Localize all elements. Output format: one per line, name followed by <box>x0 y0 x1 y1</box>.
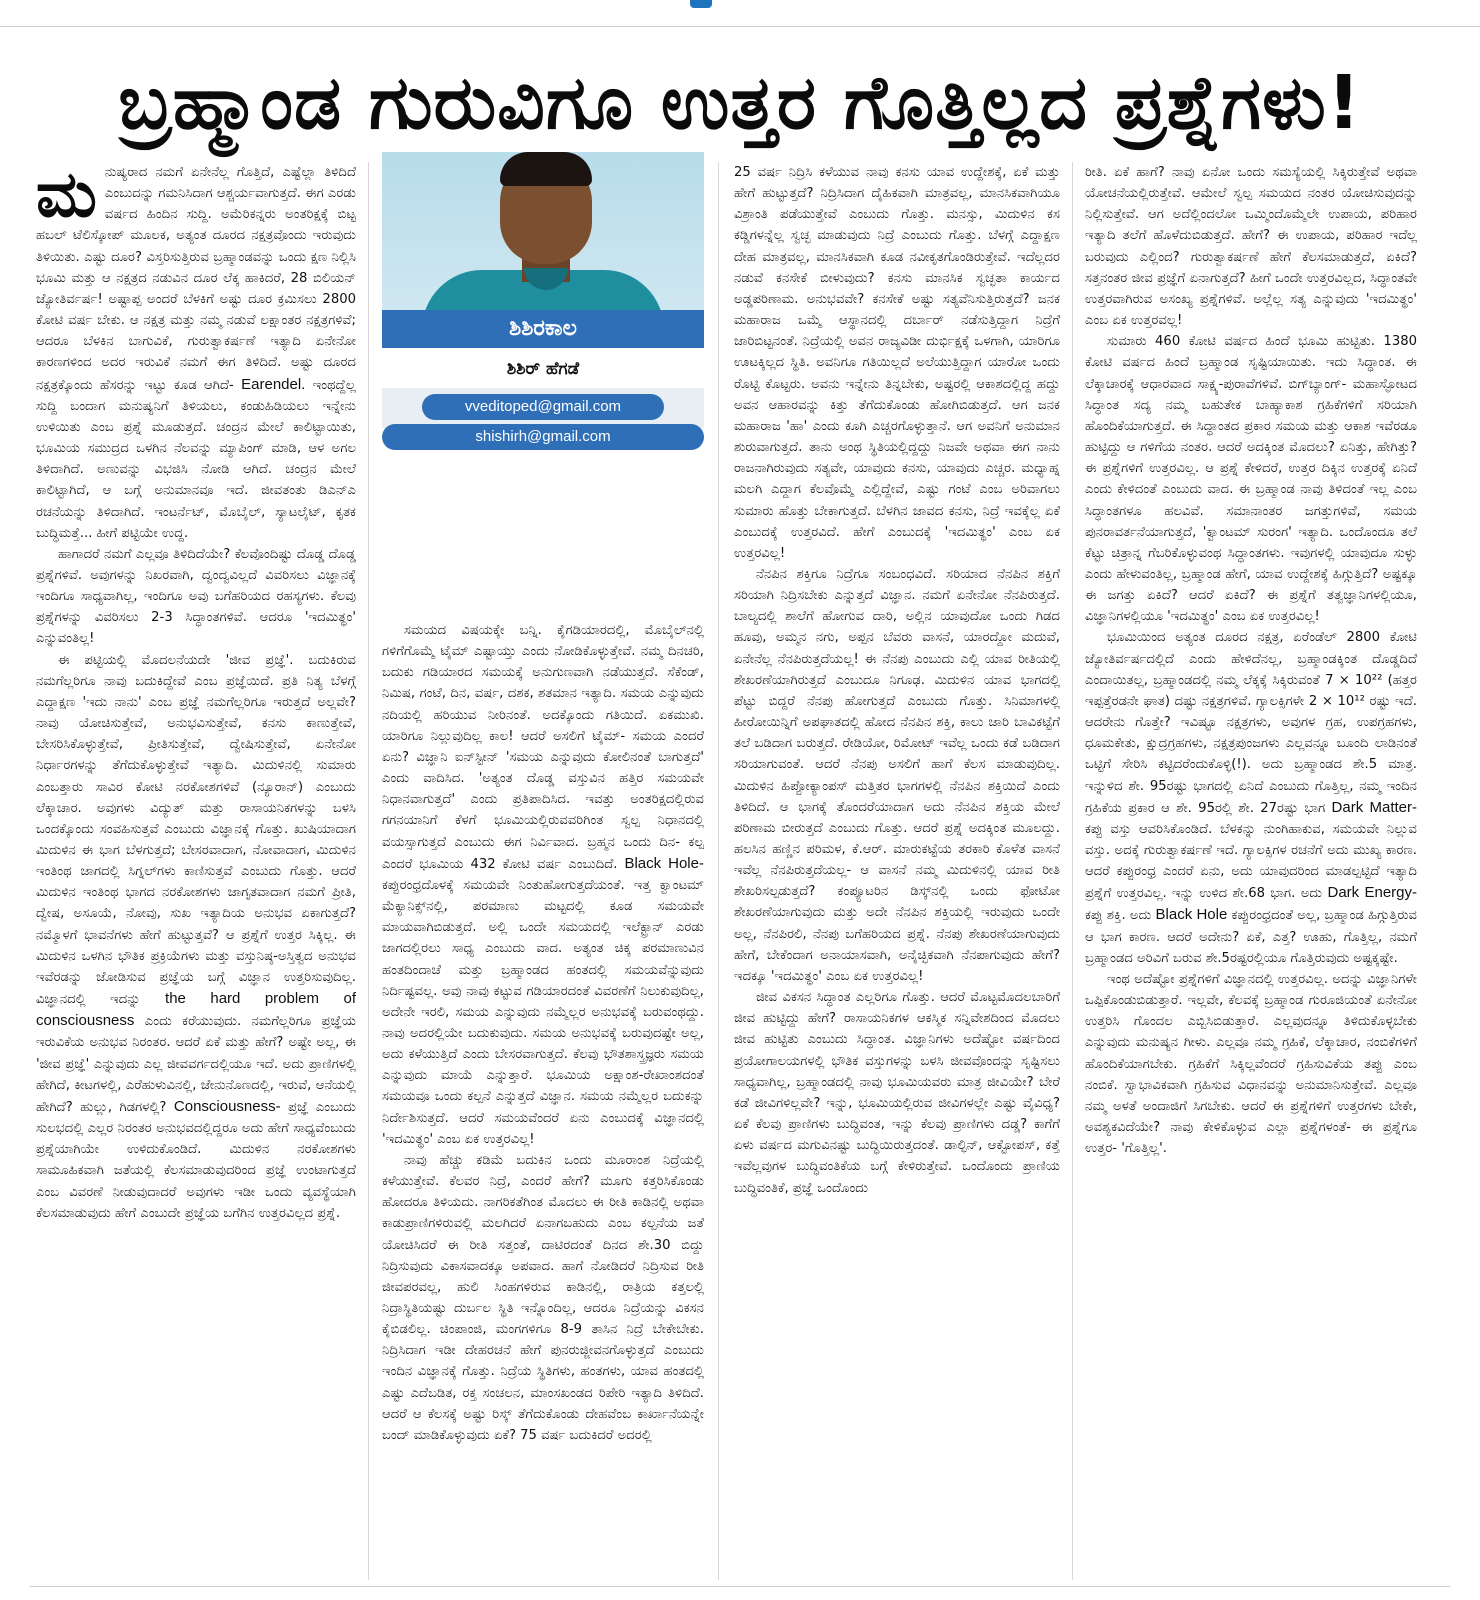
paragraph: ನೆನಪಿನ ಶಕ್ತಿಗೂ ನಿದ್ರೆಗೂ ಸಂಬಂಧವಿದೆ. ಸರಿಯಾದ ನೆನಪಿನ ಶಕ್ತಿಗೆ ಸರಿಯಾಗಿ ನಿದ್ರಿಸಬೇಕು ಎನ್ನುತ್ತದೆ ವಿಜ್ಞಾನ. ನಮಗೆ ಏನೇನೋ ನೆನಪಿರುತ್ತದೆ. ಬಾಲ್ಯದಲ್ಲಿ ಶಾಲೆಗೆ ಹೋಗುವ ದಾರಿ, ಅಲ್ಲಿನ ಯಾವುದೋ ಒಂದು ಗಿಡದ ಹೂವು, ಅಮ್ಮನ ನಗು, ಅಪ್ಪನ ಬೆವರು ವಾಸನೆ, ಯಾರದ್ದೋ ಮದುವೆ, ಏನೇನೆಲ್ಲ ನೆನಪಿರುತ್ತದೆಯಲ್ಲ! ಈ ನೆನಪು ಎಂಬುದು ಎಲ್ಲಿ ಯಾವ ರೀತಿಯಲ್ಲಿ ಶೇಖರಣೆಯಾಗಿರುತ್ತದೆ ಎಂಬುದೂ ನಿಗೂಢ. ಮಿದುಳಿನ ಯಾವ ಭಾಗದಲ್ಲಿ ಪೆಟ್ಟು ಬಿದ್ದರೆ ನೆನಪು ಹೋಗುತ್ತದೆ ಎಂಬುದು ಗೊತ್ತು. ಸಿನಿಮಾಗಳಲ್ಲಿ ಹೀರೋಯಿನ್ನಿಗೆ ಅಪಘಾತದಲ್ಲಿ ಹೋದ ನೆನಪಿನ ಶಕ್ತಿ, ಕಾಲು ಜಾರಿ ಬಾವಿಕಟ್ಟೆಗೆ ತಲೆ ಬಡಿದಾಗ ಬರುತ್ತದೆ. ರೇಡಿಯೋ, ರಿಮೋಟ್ ಇವೆಲ್ಲ ಒಂದು ಕಡೆ ಬಡಿದಾಗ ಸರಿಯಾಗುವಂತೆ. ಆದರೆ ನೆನಪು ಅಸಲಿಗೆ ಹಾಗೆ ಕೆಲಸ ಮಾಡುವುದಿಲ್ಲ. ಮಿದುಳಿನ ಹಿಪ್ಪೋಕ್ಯಾಂಪಸ್ ಮತ್ತಿತರ ಭಾಗಗಳಲ್ಲಿ ನೆನಪಿನ ಶಕ್ತಿಯಿದೆ ಎಂದು ತಿಳಿದಿದೆ. ಆ ಭಾಗಕ್ಕೆ ತೊಂದರೆಯಾದಾಗ ಅದು ನೆನಪಿನ ಶಕ್ತಿಯ ಮೇಲೆ ಪರಿಣಾಮ ಬೀರುತ್ತದೆ ಎಂಬುದು ಗೊತ್ತು. ಆದರೆ ಪ್ರಶ್ನೆ ಅದಕ್ಕಿಂತ ಮೂಲದ್ದು. ಹಲಸಿನ ಹಣ್ಣಿನ ಪರಿಮಳ, ಕೆ.ಆರ್. ಮಾರುಕಟ್ಟೆಯ ತರಕಾರಿ ಕೊಳೆತ ವಾಸನೆ ಇವೆಲ್ಲ ನೆನಪಿರುತ್ತದೆಯಲ್ಲ- ಆ ವಾಸನೆ ನಮ್ಮ ಮಿದುಳಿನಲ್ಲಿ ಯಾವ ರೀತಿ ಶೇಖರಿಸಲ್ಪಡುತ್ತದೆ? ಕಂಪ್ಯೂಟರಿನ ಡಿಸ್ಕ್‌ನಲ್ಲಿ ಒಂದು ಫೋಟೋ ಶೇಖರಣೆಯಾಗುವುದು ಮತ್ತು ಅದೇ ನೆನಪಿನ ಶಕ್ತಿಯಲ್ಲಿ ಇರುವುದು ಒಂದೇ ಅಲ್ಲ, ನೆನಪಿರಲಿ, ನೆನಪು ಬಗೆಹರಿಯದ ಪ್ರಶ್ನೆ. ನೆನಪು ಶೇಖರಣೆಯಾಗುವುದು ಹೇಗೆ, ಬೇಕೆಂದಾಗ ಅನಾಯಾಸವಾಗಿ, ಅನೈಚ್ಛಿಕವಾಗಿ ನೆನಪಾಗುವುದು ಹೇಗೆ? ಇದಕ್ಕೂ 'ಇದಮಿತ್ಥಂ' ಎಂಬ ಏಕ ಉತ್ತರವಿಲ್ಲ! <box>734 566 1060 984</box>
column-divider <box>368 162 369 1580</box>
article-column-1 <box>36 162 356 1580</box>
paragraph: ಜೀವ ವಿಕಸನ ಸಿದ್ಧಾಂತ ಎಲ್ಲರಿಗೂ ಗೊತ್ತು. ಆದರೆ ಮೊಟ್ಟಮೊದಲಬಾರಿಗೆ ಜೀವ ಹುಟ್ಟಿದ್ದು ಹೇಗೆ? ರಾಸಾಯನಿಕಗಳ ಆಕಸ್ಮಿಕ ಸನ್ನಿವೇಶದಿಂದ ಮೊದಲು ಜೀವ ಹುಟ್ಟಿತು ಎಂಬುದು ಸಿದ್ಧಾಂತ. ವಿಜ್ಞಾನಿಗಳು ಅದೆಷ್ಟೋ ವರ್ಷದಿಂದ ಪ್ರಯೋಗಾಲಯಗಳಲ್ಲಿ ಭೌತಿಕ ವಸ್ತುಗಳನ್ನು ಬಳಸಿ ಜೀವವೊಂದನ್ನು ಸೃಷ್ಟಿಸಲು ಸಾಧ್ಯವಾಗಿಲ್ಲ, ಬ್ರಹ್ಮಾಂಡದಲ್ಲಿ ನಾವು ಭೂಮಿಯವರು ಮಾತ್ರ ಜೀವಿಯೇ? ಬೇರೆ ಕಡೆ ಜೀವಿಗಳಿಲ್ಲವೇ? ಇನ್ನು, ಭೂಮಿಯಲ್ಲಿರುವ ಜೀವಿಗಳಲ್ಲೇ ಎಷ್ಟು ವೈವಿಧ್ಯ? ಏಕೆ ಕೆಲವು ಪ್ರಾಣಿಗಳು ಬುದ್ಧಿವಂತ, ಇನ್ನು ಕೆಲವು ಪ್ರಾಣಿಗಳು ದಡ್ಡ? ಕಾಗೆಗೆ ಏಳು ವರ್ಷದ ಮಗುವಿನಷ್ಟು ಬುದ್ಧಿಯಿರುತ್ತದಂತೆ. ಡಾಲ್ಫಿನ್, ಆಕ್ಟೋಪಸ್, ಕತ್ತೆ ಇವೆಲ್ಲವುಗಳ ಬುದ್ಧಿವಂತಿಕೆಯ ಬಗ್ಗೆ ಕೇಳಿರುತ್ತೇವೆ. ಒಂದೊಂದು ಪ್ರಾಣಿಯ ಬುದ್ಧಿವಂತಿಕೆ, ಪ್ರಜ್ಞೆ ಒಂದೊಂದು <box>734 990 1060 1196</box>
paragraph: ಮನುಷ್ಯರಾದ ನಮಗೆ ಏನೇನೆಲ್ಲ ಗೊತ್ತಿದೆ, ಎಷ್ಟೆಲ್ಲಾ ತಿಳಿದಿದೆ ಎಂಬುದನ್ನು ಗಮನಿಸಿದಾಗ ಆಶ್ಚರ್ಯವಾಗುತ್ತದೆ. ಈಗ ಎರಡು ವರ್ಷದ ಹಿಂದಿನ ಸುದ್ದಿ. ಅಮೆರಿಕನ್ನರು ಅಂತರಿಕ್ಷಕ್ಕೆ ಬಿಟ್ಟ ಹಬಲ್ ಟೆಲಿಸ್ಕೋಪ್ ಮೂಲಕ, ಅತ್ಯಂತ ದೂರದ ನಕ್ಷತ್ರವೊಂದು ಇರುವುದು ತಿಳಿಯಿತು. ಎಷ್ಟು ದೂರ? ವಿಸ್ತರಿಸುತ್ತಿರುವ ಬ್ರಹ್ಮಾಂಡವನ್ನು ಒಂದು ಕ್ಷಣ ನಿಲ್ಲಿಸಿ ಭೂಮಿ ಮತ್ತು ಆ ನಕ್ಷತ್ರದ ನಡುವಿನ ದೂರ ಲೆಕ್ಕ ಹಾಕಿದರೆ, 28 ಬಿಲಿಯನ್ ಜ್ಯೋತಿರ್ವರ್ಷ! ಅಷ್ಟಾಪ್ಪ ಅಂದರೆ ಬೆಳಕಿಗೆ ಅಷ್ಟು ದೂರ ಕ್ರಮಿಸಲು 2800 ಕೋಟಿ ವರ್ಷ ಬೇಕು. ಆ ನಕ್ಷತ್ರ ಮತ್ತು ನಮ್ಮ ನಡುವೆ ಲಕ್ಷಾಂತರ ನಕ್ಷತ್ರಗಳಿವೆ; ಆದರೂ ಬೆಳಕಿನ ಬಾಗುವಿಕೆ, ಗುರುತ್ವಾಕರ್ಷಣೆ ಇತ್ಯಾದಿ ಏನೇನೋ ಕಾರಣಗಳಿಂದ ಅದರ ಇರುವಿಕೆ ನಮಗೆ ಈಗ ತಿಳಿದಿದೆ. ಅಷ್ಟು ದೂರದ ನಕ್ಷತ್ರಕ್ಕೊಂದು ಹೆಸರನ್ನು ಇಟ್ಟು ಕೂಡ ಆಗಿದೆ- Earendel. ಇಂಥದ್ದೆಲ್ಲ ಸುದ್ದಿ ಬಂದಾಗ ಮನುಷ್ಯನಿಗೆ ತಿಳಿಯಲು, ಕಂಡುಹಿಡಿಯಲು ಇನ್ನೇನು ಉಳಿಯಿತು ಎಂಬ ಪ್ರಶ್ನೆ ಮೂಡುತ್ತದೆ. ಚಂದ್ರನ ಮೇಲೆ ಕಾಲಿಟ್ಟಾಯಿತು, ಭೂಮಿಯ ಸಮುದ್ರದ ಒಳಗಿನ ನೆಲವನ್ನು ಮ್ಯಾಪಿಂಗ್ ಮಾಡಿ, ಆಳ ಅಗಲ ತಿಳಿದಾಗಿದೆ. ಅಣುವನ್ನು ವಿಭಜಿಸಿ ನೋಡಿ ಆಗಿದೆ. ಚಂದ್ರನ ಮೇಲೆ ಕಾಲಿಟ್ಟಾಗಿದೆ, ಆ ಬಗ್ಗೆ ಅನುಮಾನವೂ ಇದೆ. ಜೀವತಂತು ಡಿಎನ್‌ಎ ರಚನೆಯನ್ನು ತಿಳಿದಾಗಿದೆ. ಇಂಟರ್ನೆಟ್, ಮೊಬೈಲ್, ಸ್ಯಾಟಲೈಟ್, ಕೃತಕ ಬುದ್ಧಿಮತ್ತೆ... ಹೀಗೆ ಪಟ್ಟಿಯೇ ಉದ್ದ. <box>36 162 356 541</box>
email-author: shishirh@gmail.com <box>382 424 704 450</box>
paragraph: ಸಮಯದ ವಿಷಯಕ್ಕೇ ಬನ್ನಿ. ಕೈಗಡಿಯಾರದಲ್ಲಿ, ಮೊಬೈಲ್‌ನಲ್ಲಿ ಗಳಿಗೆಗೊಮ್ಮೆ ಟೈಮ್ ಎಷ್ಟಾಯ್ತು ಎಂದು ನೋಡಿಕೊಳ್ಳುತ್ತೇವೆ. ನಮ್ಮ ದಿನಚರಿ, ಬದುಕು ಗಡಿಯಾರದ ಸಮಯಕ್ಕೆ ಅನುಗುಣವಾಗಿ ನಡೆಯುತ್ತದೆ. ಸೆಕೆಂಡ್, ನಿಮಿಷ, ಗಂಟೆ, ದಿನ, ವರ್ಷ, ದಶಕ, ಶತಮಾನ ಇತ್ಯಾದಿ. ಸಮಯ ಎನ್ನುವುದು ನದಿಯಲ್ಲಿ ಹರಿಯುವ ನೀರಿನಂತೆ. ಅದಕ್ಕೊಂದು ಗತಿಯಿದೆ. ಏಕಮುಖಿ. ಯಾರಿಗೂ ನಿಲ್ಲುವುದಿಲ್ಲ ಕಾಲ! ಆದರೆ ಅಸಲಿಗೆ ಟೈಮ್- ಸಮಯ ಎಂದರೆ ಏನು? ವಿಜ್ಞಾನಿ ಐನ್‌ಸ್ಟೀನ್ 'ಸಮಯ ಎನ್ನುವುದು ಕೋಲಿನಂತೆ ಬಾಗುತ್ತದೆ' ಎಂದು ವಾದಿಸಿದ. 'ಅತ್ಯಂತ ದೊಡ್ಡ ವಸ್ತುವಿನ ಹತ್ತಿರ ಸಮಯವೇ ನಿಧಾನವಾಗುತ್ತದೆ' ಎಂದು ಪ್ರತಿಪಾದಿಸಿದ. ಇವತ್ತು ಅಂತರಿಕ್ಷದಲ್ಲಿರುವ ಗಗನಯಾನಿಗೆ ಕೆಳಗೆ ಭೂಮಿಯಲ್ಲಿರುವವರಿಗಿಂತ ಸ್ವಲ್ಪ ನಿಧಾನದಲ್ಲಿ ವಯಸ್ಸಾಗುತ್ತದೆ ಎಂಬುದು ಈಗ ನಿರ್ವಿವಾದ. ಬ್ರಹ್ಮನ ಒಂದು ದಿನ- ಕಲ್ಪ ಎಂದರೆ ಭೂಮಿಯ 432 ಕೋಟಿ ವರ್ಷ ಎಂಬುದಿದೆ. Black Hole- ಕಪ್ಪುರಂಧ್ರದೊಳಕ್ಕೆ ಸಮಯವೇ ನಿಂತುಹೋಗುತ್ತದೆಯಂತೆ. ಇತ್ತ ಕ್ವಾಂಟಮ್ ಮೆಕ್ಯಾನಿಕ್ಸ್‌ನಲ್ಲಿ, ಪರಮಾಣು ಮಟ್ಟದಲ್ಲಿ ಕೂಡ ಸಮಯವೇ ಮಾಯವಾಗಿಬಿಡುತ್ತದೆ. ಅಲ್ಲಿ ಒಂದೇ ಸಮಯದಲ್ಲಿ ಇಲೆಕ್ಟ್ರಾನ್ ಎರಡು ಜಾಗದಲ್ಲಿರಲು ಸಾಧ್ಯ ಎಂಬುದು ವಾದ. ಅತ್ಯಂತ ಚಿಕ್ಕ ಪರಮಾಣುವಿನ ಹಂತದಿಂದಾಚೆ ಮತ್ತು ಬ್ರಹ್ಮಾಂಡದ ಹಂತದಲ್ಲಿ ಸಮಯವೆನ್ನುವುದು ನಿರ್ದಿಷ್ಟವಲ್ಲ. ಅವು ನಾವು ಕಟ್ಟುವ ಗಡಿಯಾರದಂತೆ ವಿವರಣೆಗೆ ನಿಲುಕುವುದಿಲ್ಲ, ಅದೇನೇ ಇರಲಿ, ಸಮಯ ಎನ್ನುವುದು ನಮ್ಮೆಲ್ಲರ ಅನುಭವಕ್ಕೆ ಬರುವಂಥದ್ದು. ನಾವು ಅದರಲ್ಲಿಯೇ ಬದುಕುವುದು. ಸಮಯ ಅನುಭವಕ್ಕೆ ಬರುವುದಷ್ಟೇ ಅಲ್ಲ, ಅದು ಕಳೆಯುತ್ತಿದೆ ಎಂದು ಬೇಸರವಾಗುತ್ತದೆ. ಕೆಲವು ಭೌತಶಾಸ್ತ್ರಜ್ಞರು ಸಮಯ ಎನ್ನುವುದು ಮಾಯೆ ಎನ್ನುತ್ತಾರೆ. ಭೂಮಿಯ ಅಕ್ಷಾಂಶ-ರೇಖಾಂಶದಂತೆ ಸಮಯವೂ ಒಂದು ಕಲ್ಪನೆ ಎನ್ನುತ್ತದೆ ವಿಜ್ಞಾನ. ಸಮಯ ನಮ್ಮೆಲ್ಲರ ಬದುಕನ್ನು ನಿರ್ದೇಶಿಸುತ್ತದೆ. ಆದರೆ ಸಮಯವೆಂದರೆ ಏನು ಎಂಬುದಕ್ಕೆ ವಿಜ್ಞಾನದಲ್ಲಿ 'ಇದಮಿತ್ಥಂ' ಎಂಬ ಏಕ ಉತ್ತರವಿಲ್ಲ! <box>382 623 704 1147</box>
masthead-fragment <box>690 0 712 8</box>
paragraph: 25 ವರ್ಷ ನಿದ್ರಿಸಿ ಕಳೆಯುವ ನಾವು ಕನಸು ಯಾವ ಉದ್ದೇಶಕ್ಕೆ, ಏಕೆ ಮತ್ತು ಹೇಗೆ ಹುಟ್ಟುತ್ತದೆ? ನಿದ್ರಿಸಿದಾಗ ದೈಹಿಕವಾಗಿ ಮಾತ್ರವಲ್ಲ, ಮಾನಸಿಕವಾಗಿಯೂ ವಿಶ್ರಾಂತಿ ಪಡೆಯುತ್ತೇವೆ ಎಂಬುದು ಗೊತ್ತು. ಮನಸ್ಸು, ಮಿದುಳಿನ ಕಸ ಕಡ್ಡಿಗಳನ್ನೆಲ್ಲ ಸ್ವಚ್ಛ ಮಾಡುವುದು ನಿದ್ರೆ ಎಂಬುದು ಗೊತ್ತು. ಬೆಳಗ್ಗೆ ಎದ್ದಾಕ್ಷಣ ದೇಹ ಮಾತ್ರವಲ್ಲ, ಮಾನಸಿಕವಾಗಿ ಕೂಡ ನವೀಕೃತಗೊಂಡಿರುತ್ತೇವೆ. ಇದೆಲ್ಲದರ ನಡುವೆ ಕನಸೇಕೆ ಬೀಳುವುದು? ಕನಸು ಮಾನಸಿಕ ಸ್ವಚ್ಛತಾ ಕಾರ್ಯದ ಅಡ್ಡಪರಿಣಾಮ. ಅನುಭವವೇ? ಕನಸೇಕೆ ಅಷ್ಟು ಸತ್ಯವೆನಿಸುತ್ತಿರುತ್ತದೆ? ಜನಕ ಮಹಾರಾಜ ಒಮ್ಮೆ ಆಸ್ಥಾನದಲ್ಲಿ ದರ್ಬಾರ್ ನಡೆಸುತ್ತಿದ್ದಾಗ ನಿದ್ರೆಗೆ ಜಾರಿಬಿಟ್ಟನಂತೆ. ನಿದ್ರೆಯಲ್ಲಿ ಅವನ ರಾಜ್ಯವಿಡೀ ದುರ್ಭಿಕ್ಷಕ್ಕೆ ಒಳಗಾಗಿ, ಯಾರಿಗೂ ಊಟಕ್ಕಿಲ್ಲದ ಸ್ಥಿತಿ. ಅವನಿಗೂ ಗತಿಯಿಲ್ಲದೆ ಅಲೆಯುತ್ತಿದ್ದಾಗ ಯಾರೋ ಒಂದು ರೊಟ್ಟಿ ಕೊಟ್ಟರು. ಅವನು ಇನ್ನೇನು ತಿನ್ನಬೇಕು, ಅಷ್ಟರಲ್ಲಿ ಆಕಾಶದಲ್ಲಿದ್ದ ಹದ್ದು ಅವನ ಆಹಾರವನ್ನು ಕಿತ್ತು ತೆಗೆದುಕೊಂಡು ಹೋಗಿಬಿಡುತ್ತದೆ. ಆಗ ಜನಕ ಮಹಾರಾಜ 'ಹಾ' ಎಂದು ಕೂಗಿ ಎಚ್ಚರಗೊಳ್ಳುತ್ತಾನೆ. ಆಗ ಅವನಿಗೆ ಅನುಮಾನ ಶುರುವಾಗುತ್ತದೆ. ತಾನು ಅಂಥ ಸ್ಥಿತಿಯಲ್ಲಿದ್ದದ್ದು ನಿಜವೇ ಅಥವಾ ಈಗ ನಾನು ರಾಜನಾಗಿರುವುದು ಸತ್ಯವೇ, ಯಾವುದು ಕನಸು, ಯಾವುದು ಎಚ್ಚರ. ಮಧ್ಯಾಹ್ನ ಮಲಗಿ ಎದ್ದಾಗ ಕೆಲವೊಮ್ಮೆ ಎಲ್ಲಿದ್ದೇವೆ, ಎಷ್ಟು ಗಂಟೆ ಎಂಬ ಅರಿವಾಗಲು ಸುಮಾರು ಹೊತ್ತು ಬೇಕಾಗುತ್ತದೆ. ಬೆಳಗಿನ ಜಾವದ ಕನಸು, ನಿದ್ರೆ ಇವಕ್ಕೆಲ್ಲ ಏಕೆ ಎಂಬುದಕ್ಕೆ ಉತ್ತರವಿದೆ. ಹೇಗೆ ಎಂಬುದಕ್ಕೆ 'ಇದಮಿತ್ಥಂ' ಎಂಬ ಏಕ ಉತ್ತರವಿಲ್ಲ! <box>734 165 1060 561</box>
columnist-box <box>382 152 704 612</box>
bottom-rule <box>30 1586 1450 1587</box>
column-divider <box>1072 162 1073 1580</box>
top-edge <box>0 0 1480 27</box>
email-editorial: vveditoped@gmail.com <box>422 394 664 420</box>
author-name: ಶಿಶಿರ್ ಹೆಗಡೆ <box>382 352 704 386</box>
article-column-3 <box>734 162 1060 1580</box>
columnist-photo <box>382 152 704 310</box>
article-column-2 <box>382 620 704 1580</box>
column-divider <box>718 162 719 1580</box>
column-name: ಶಿಶಿರಕಾಲ <box>509 316 577 341</box>
paragraph: ಇಂಥ ಅದೆಷ್ಟೋ ಪ್ರಶ್ನೆಗಳಿಗೆ ವಿಜ್ಞಾನದಲ್ಲಿ ಉತ್ತರವಿಲ್ಲ. ಅದನ್ನು ವಿಜ್ಞಾನಿಗಳೇ ಒಪ್ಪಿಕೊಂಡುಬಿಡುತ್ತಾರೆ. ಇಲ್ಲವೇ, ಕೆಲವಕ್ಕೆ ಬ್ರಹ್ಮಾಂಡ ಗುರೂಜಿಯಂತೆ ಏನೇನೋ ಉತ್ತರಿಸಿ ಗೊಂದಲ ಎಬ್ಬಿಸಿಬಿಡುತ್ತಾರೆ. ಎಲ್ಲವುದನ್ನೂ ತಿಳಿದುಕೊಳ್ಳಬೇಕು ಎನ್ನುವುದು ಮನುಷ್ಯನ ಗೀಳು. ಎಲ್ಲವೂ ನಮ್ಮ ಗ್ರಹಿಕೆ, ಲೆಕ್ಕಾಚಾರ, ನಂಬಿಕೆಗಳಿಗೆ ಹೊಂದಿಕೆಯಾಗಬೇಕು. ಗ್ರಹಿಕೆಗೆ ಸಿಕ್ಕಿಲ್ಲವೆಂದರೆ ಗ್ರಹಿಸುವಿಕೆಯ ತಪ್ಪು ಎಂಬ ನಂಬಿಕೆ. ಸ್ವಾಭಾವಿಕವಾಗಿ ಗ್ರಹಿಸುವ ವಿಧಾನವನ್ನು ಅನುಮಾನಿಸುತ್ತೇವೆ. ಎಲ್ಲವೂ ನಮ್ಮ ಅಳತೆ ಅಂದಾಜಿಗೆ ಸಿಗಬೇಕು. ಆದರೆ ಈ ಪ್ರಶ್ನೆಗಳಿಗೆ ಉತ್ತರಗಳು ಬೇಕೇ, ಅವಶ್ಯಕವಿದೆಯೇ? ನಾವು ಕೇಳಿಕೊಳ್ಳುವ ಎಲ್ಲಾ ಪ್ರಶ್ನೆಗಳಂತೆ- ಈ ಪ್ರಶ್ನೆಗೂ ಉತ್ತರ- 'ಗೊತ್ತಿಲ್ಲ'. <box>1085 971 1417 1157</box>
photo-hair <box>500 152 592 186</box>
dropcap: ಮ <box>36 162 97 232</box>
article-column-4 <box>1085 162 1417 1580</box>
paragraph: ರೀತಿ. ಏಕೆ ಹಾಗೆ? ನಾವು ಏನೋ ಒಂದು ಸಮಸ್ಯೆಯಲ್ಲಿ ಸಿಕ್ಕಿರುತ್ತೇವೆ ಅಥವಾ ಯೋಚನೆಯಲ್ಲಿರುತ್ತೇವೆ. ಆಮೇಲೆ ಸ್ವಲ್ಪ ಸಮಯದ ನಂತರ ಯೋಚಿಸುವುದನ್ನು ನಿಲ್ಲಿಸುತ್ತೇವೆ. ಆಗ ಅದೆಲ್ಲಿಂದಲೋ ಒಮ್ಮಿಂದೊಮ್ಮೆಲೇ ಉಪಾಯ, ಪರಿಹಾರ ಇತ್ಯಾದಿ ತಲೆಗೆ ಹೊಳೆದುಬಿಡುತ್ತದೆ. ಹೇಗೆ? ಈ ಉಪಾಯ, ಪರಿಹಾರ ಇದೆಲ್ಲ ಬರುವುದು ಎಲ್ಲಿಂದ? ಗುರುತ್ವಾಕರ್ಷಣೆ ಹೇಗೆ ಕೆಲಸಮಾಡುತ್ತದೆ, ಏಕಿದೆ? ಸತ್ತನಂತರ ಜೀವ ಪ್ರಜ್ಞೆಗೆ ಏನಾಗುತ್ತದೆ? ಹೀಗೆ ಒಂದೇ ಉತ್ತರವಿಲ್ಲದ, ಸಿದ್ಧಾಂತವೇ ಉತ್ತರವಾಗಿರುವ ಅಸಂಖ್ಯ ಪ್ರಶ್ನೆಗಳಿವೆ. ಅಲ್ಲೆಲ್ಲ ಸತ್ಯ ಎನ್ನುವುದು 'ಇದಮಿತ್ಥಂ' ಎಂಬ ಏಕ ಉತ್ತರವಲ್ಲ! <box>1085 165 1417 329</box>
paragraph: ಹಾಗಾದರೆ ನಮಗೆ ಎಲ್ಲವೂ ತಿಳಿದಿದೆಯೇ? ಕೆಲವೊಂದಿಷ್ಟು ದೊಡ್ಡ ದೊಡ್ಡ ಪ್ರಶ್ನೆಗಳಿವೆ. ಅವುಗಳನ್ನು ನಿಖರವಾಗಿ, ದ್ವಂದ್ವವಿಲ್ಲದೆ ವಿವರಿಸಲು ವಿಜ್ಞಾನಕ್ಕೆ ಇಂದಿಗೂ ಸಾಧ್ಯವಾಗಿಲ್ಲ, ಇಂದಿಗೂ ಅವು ಬಗೆಹರಿಯದ ರಹಸ್ಯಗಳು. ಕೆಲವು ಪ್ರಶ್ನೆಗಳನ್ನು ವಿವರಿಸಲು 2-3 ಸಿದ್ಧಾಂತಗಳಿವೆ. ಆದರೂ 'ಇದಮಿತ್ಥಂ' ಎನ್ನುವಂತಿಲ್ಲ! <box>36 546 356 647</box>
headline: ಬ್ರಹ್ಮಾಂಡ ಗುರುವಿಗೂ ಉತ್ತರ ಗೊತ್ತಿಲ್ಲದ ಪ್ರಶ್ನೆಗಳು! <box>118 60 1362 146</box>
paragraph: ಈ ಪಟ್ಟಿಯಲ್ಲಿ ಮೊದಲನೆಯದೇ 'ಜೀವ ಪ್ರಜ್ಞೆ'. ಬದುಕಿರುವ ನಮಗೆಲ್ಲರಿಗೂ ನಾವು ಬದುಕಿದ್ದೇವೆ ಎಂಬ ಪ್ರಜ್ಞೆಯಿದೆ. ಪ್ರತಿ ನಿತ್ಯ ಬೆಳಗ್ಗೆ ಎದ್ದಾಕ್ಷಣ 'ಇದು ನಾನು' ಎಂಬ ಪ್ರಜ್ಞೆ ನಮಗೆಲ್ಲರಿಗೂ ಇರುತ್ತದೆ ಅಲ್ಲವೇ? ನಾವು ಯೋಚಿಸುತ್ತೇವೆ, ಅನುಭವಿಸುತ್ತೇವೆ, ಕನಸು ಕಾಣುತ್ತೇವೆ, ಬೇಸರಿಸಿಕೊಳ್ಳುತ್ತೇವೆ, ಪ್ರೀತಿಸುತ್ತೇವೆ, ದ್ವೇಷಿಸುತ್ತೇವೆ, ಏನೇನೋ ನಿರ್ಧಾರಗಳನ್ನು ತೆಗೆದುಕೊಳ್ಳುತ್ತೇವೆ ಇತ್ಯಾದಿ. ಮಿದುಳಿನಲ್ಲಿ ಸುಮಾರು ಎಂಬತ್ತಾರು ಸಾವಿರ ಕೋಟಿ ನರಕೋಶಗಳಿವೆ (ನ್ಯೂರಾನ್) ಎಂಬುದು ಲೆಕ್ಕಾಚಾರ. ಅವುಗಳು ವಿದ್ಯುತ್ ಮತ್ತು ರಾಸಾಯನಿಕಗಳನ್ನು ಬಳಸಿ ಒಂದಕ್ಕೊಂದು ಸಂವಹಿಸುತ್ತವೆ ಎಂಬುದು ವಿಜ್ಞಾನಕ್ಕೆ ಗೊತ್ತು. ಖುಷಿಯಾದಾಗ ಮಿದುಳಿನ ಈ ಭಾಗ ಬೆಳಗುತ್ತದೆ; ಬೇಸರವಾದಾಗ, ನೋವಾದಾಗ, ಮಿದುಳಿನ ಇಂತಿಂಥ ಜಾಗದಲ್ಲಿ ಸಿಗ್ನಲ್‌ಗಳು ಕಾಣಿಸುತ್ತವೆ ಎಂಬುದು ಗೊತ್ತು. ಆದರೆ ಮಿದುಳಿನ ಇಂತಿಂಥ ಭಾಗದ ನರಕೋಶಗಳು ಜಾಗೃತವಾದಾಗ ನಮಗೆ ಪ್ರೀತಿ, ದ್ವೇಷ, ಅಸೂಯೆ, ನೋವು, ಸುಖ ಇತ್ಯಾದಿಯ ಅನುಭವ ಏಕಾಗುತ್ತದೆ? ನಮ್ಮೊಳಗೆ ಭಾವನೆಗಳು ಹೇಗೆ ಹುಟ್ಟುತ್ತವೆ? ಆ ಪ್ರಶ್ನೆಗೆ ಉತ್ತರ ಸಿಕ್ಕಿಲ್ಲ. ಈ ಮಿದುಳಿನ ಒಳಗಿನ ಭೌತಿಕ ಪ್ರಕ್ರಿಯೆಗಳು ಮತ್ತು ವಸ್ತುನಿಷ್ಠ-ಅಸ್ತಿತ್ವದ ಅನುಭವ ಇವೆರಡನ್ನು ಜೋಡಿಸುವ ಪ್ರಜ್ಞೆಯ ಬಗ್ಗೆ ವಿಜ್ಞಾನ ಉತ್ತರಿಸುವುದಿಲ್ಲ. ವಿಜ್ಞಾನದಲ್ಲಿ ಇದನ್ನು the hard problem of consciousness ಎಂದು ಕರೆಯುವುದು. ನಮಗೆಲ್ಲರಿಗೂ ಪ್ರಜ್ಞೆಯ ಇರುವಿಕೆಯ ಅನುಭವ ನಿರಂತರ. ಆದರೆ ಏಕೆ ಮತ್ತು ಹೇಗೆ? ಅಷ್ಟೇ ಅಲ್ಲ, ಈ 'ಜೀವ ಪ್ರಜ್ಞೆ' ಎನ್ನುವುದು ಎಲ್ಲ ಜೀವವರ್ಗದಲ್ಲಿಯೂ ಇದೆ. ಅದು ಪ್ರಾಣಿಗಳಲ್ಲಿ ಹೇಗಿದೆ, ಕೀಟಗಳಲ್ಲಿ, ಎರೆಹುಳುವಿನಲ್ಲಿ, ಜೇನುನೊಣದಲ್ಲಿ, ಇರುವೆ, ಆನೆಯಲ್ಲಿ ಹೇಗಿದೆ? ಹುಲ್ಲು, ಗಿಡಗಳಲ್ಲಿ? Consciousness- ಪ್ರಜ್ಞೆ ಎಂಬುದು ಸುಲಭದಲ್ಲಿ ಎಲ್ಲರ ನಿರಂತರ ಅನುಭವದಲ್ಲಿದ್ದರೂ ಅದು ಹೇಗೆ ಸಾಧ್ಯವೆಂಬುದು ಪ್ರಶ್ನೆಯಾಗಿಯೇ ಉಳಿದುಕೊಂಡಿದೆ. ಮಿದುಳಿನ ನರಕೋಶಗಳು ಸಾಮೂಹಿಕವಾಗಿ ಜತೆಯಲ್ಲಿ ಕೆಲಸಮಾಡುವುದರಿಂದ ಪ್ರಜ್ಞೆ ಉಂಟಾಗುತ್ತದೆ ಎಂಬ ವಿವರಣೆ ನೀಡುವುದಾದರೆ ಅವುಗಳು ಇಡೀ ಒಂದು ವ್ಯವಸ್ಥೆಯಾಗಿ ಕೆಲಸಮಾಡುವುದು ಹೇಗೆ ಎಂಬುದೇ ಪ್ರಜ್ಞೆಯ ಬಗೆಗಿನ ಉತ್ತರವಿಲ್ಲದ ಪ್ರಶ್ನೆ. <box>36 652 356 1221</box>
paragraph: ಸುಮಾರು 460 ಕೋಟಿ ವರ್ಷದ ಹಿಂದೆ ಭೂಮಿ ಹುಟ್ಟಿತು. 1380 ಕೋಟಿ ವರ್ಷದ ಹಿಂದೆ ಬ್ರಹ್ಮಾಂಡ ಸೃಷ್ಟಿಯಾಯಿತು. ಇದು ಸಿದ್ಧಾಂತ. ಈ ಲೆಕ್ಕಾಚಾರಕ್ಕೆ ಆಧಾರವಾದ ಸಾಕ್ಷ್ಯ-ಪುರಾವೆಗಳಿವೆ. ಬಿಗ್‌ಬ್ಯಾಂಗ್- ಮಹಾಸ್ಫೋಟದ ಸಿದ್ಧಾಂತ ಸದ್ಯ ನಮ್ಮ ಬಹುತೇಕ ಬಾಹ್ಯಾಕಾಶ ಗ್ರಹಿಕೆಗಳಿಗೆ ಸರಿಯಾಗಿ ಹೊಂದಿಕೆಯಾಗುತ್ತದೆ. ಈ ಸಿದ್ಧಾಂತದ ಪ್ರಕಾರ ಸಮಯ ಮತ್ತು ಆಕಾಶ ಇವೆರಡೂ ಹುಟ್ಟಿದ್ದು ಆ ಗಳಿಗೆಯ ನಂತರ. ಆದರೆ ಅದಕ್ಕಿಂತ ಮೊದಲು? ಏನಿತ್ತು, ಹೇಗಿತ್ತು? ಈ ಪ್ರಶ್ನೆಗಳಿಗೆ ಉತ್ತರವಿಲ್ಲ. ಆ ಪ್ರಶ್ನೆ ಕೇಳಿದರೆ, ಉತ್ತರ ದಿಕ್ಕಿನ ಉತ್ತರಕ್ಕೆ ಏನಿದೆ ಎಂದು ಕೇಳಿದಂತೆ ಎಂಬುದು ವಾದ. ಈ ಬ್ರಹ್ಮಾಂಡ ನಾವು ತಿಳಿದಂತೆ ಇಲ್ಲ ಎಂಬ ಸಿದ್ಧಾಂತಗಳೂ ಹಲವಿವೆ. ಸಮಾನಾಂತರ ಜಗತ್ತುಗಳಿವೆ, ಸಮಯ ಪುನರಾವರ್ತನೆಯಾಗುತ್ತದೆ, 'ಕ್ವಾಂಟಮ್ ಸುರಂಗ' ಇತ್ಯಾದಿ. ಒಂದೊಂದೂ ತಲೆ ಕೆಟ್ಟು ಚಿತ್ರಾನ್ನ ಗೆಬರಿಕೊಳ್ಳುವಂಥ ಸಿದ್ಧಾಂತಗಳು. ಇವುಗಳಲ್ಲಿ ಯಾವುದೂ ಸುಳ್ಳು ಎಂದು ಹೇಳುವಂತಿಲ್ಲ, ಬ್ರಹ್ಮಾಂಡ ಹೇಗೆ, ಯಾವ ಉದ್ದೇಶಕ್ಕೆ ಹಿಗ್ಗುತ್ತಿದೆ? ಅಷ್ಟಕ್ಕೂ ಈ ಜಗತ್ತು ಏಕಿದೆ? ಆದರೆ ಏಕಿದೆ? ಈ ಪ್ರಶ್ನೆಗೆ ತತ್ವಜ್ಞಾನಿಗಳಲ್ಲಿಯೂ, ವಿಜ್ಞಾನಿಗಳಲ್ಲಿಯೂ 'ಇದಮಿತ್ಥಂ' ಎಂಬ ಏಕ ಉತ್ತರವಿಲ್ಲ! <box>1085 334 1417 625</box>
paragraph: ಭೂಮಿಯಿಂದ ಅತ್ಯಂತ ದೂರದ ನಕ್ಷತ್ರ, ಏರೆಂಡೆಲ್ 2800 ಕೋಟಿ ಜ್ಯೋತಿರ್ವರ್ಷದಲ್ಲಿದೆ ಎಂದು ಹೇಳಿದೆನಲ್ಲ, ಬ್ರಹ್ಮಾಂಡಕ್ಕಿಂತ ದೊಡ್ಡದಿದೆ ಎಂದಾಯಿತಲ್ಲ, ಬ್ರಹ್ಮಾಂಡದಲ್ಲಿ ನಮ್ಮ ಲೆಕ್ಕಕ್ಕೆ ಸಿಕ್ಕಿರುವಂತೆ 7 × 10²² (ಹತ್ತರ ಇಪ್ಪತ್ತೆರಡನೇ ಘಾತ) ದಷ್ಟು ನಕ್ಷತ್ರಗಳಿವೆ. ಗ್ಯಾಲಕ್ಸಿಗಳೇ 2 × 10¹² ರಷ್ಟು ಇದೆ. ಆದರೇನು ಗೊತ್ತೇ? ಇವಿಷ್ಟೂ ನಕ್ಷತ್ರಗಳು, ಅವುಗಳ ಗ್ರಹ, ಉಪಗ್ರಹಗಳು, ಧೂಮಕೇತು, ಕ್ಷುದ್ರಗ್ರಹಗಳು, ನಕ್ಷತ್ರಪುಂಜಗಳು ಎಲ್ಲವನ್ನೂ ಬೂಂದಿ ಲಾಡಿನಂತೆ ಒಟ್ಟಿಗೆ ಸೇರಿಸಿ ಕಟ್ಟಿದರೆಂದುಕೊಳ್ಳಿ(!). ಅದು ಬ್ರಹ್ಮಾಂಡದ ಶೇ.5 ಮಾತ್ರ. ಇನ್ನುಳಿದ ಶೇ. 95ರಷ್ಟು ಭಾಗದಲ್ಲಿ ಏನಿದೆ ಎಂಬುದು ಗೊತ್ತಿಲ್ಲ, ನಮ್ಮ ಇಂದಿನ ಗ್ರಹಿಕೆಯ ಪ್ರಕಾರ ಆ ಶೇ. 95ರಲ್ಲಿ ಶೇ. 27ರಷ್ಟು ಭಾಗ Dark Matter- ಕಪ್ಪು ವಸ್ತು ಆವರಿಸಿಕೊಂಡಿದೆ. ಬೆಳಕನ್ನು ನುಂಗಿಹಾಕುವ, ಸಮಯವೇ ನಿಲ್ಲುವ ವಸ್ತು. ಅದಕ್ಕೆ ಗುರುತ್ವಾಕರ್ಷಣೆ ಇದೆ. ಗ್ಯಾಲಕ್ಸಿಗಳ ರಚನೆಗೆ ಅದು ಮುಖ್ಯ ಕಾರಣ. ಆದರೆ ಕಪ್ಪುರಂಧ್ರ ಎಂದರೆ ಏನು, ಅದು ಯಾವುದರಿಂದ ಮಾಡಲ್ಪಟ್ಟಿದೆ ಇತ್ಯಾದಿ ಪ್ರಶ್ನೆಗೆ ಉತ್ತರವಿಲ್ಲ. ಇನ್ನು ಉಳಿದ ಶೇ.68 ಭಾಗ. ಅದು Dark Energy- ಕಪ್ಪು ಶಕ್ತಿ. ಅದು Black Hole ಕಪ್ಪುರಂಧ್ರದಂತೆ ಅಲ್ಲ, ಬ್ರಹ್ಮಾಂಡ ಹಿಗ್ಗುತ್ತಿರುವ ಆ ಭಾಗ ಕಾರಣ. ಆದರೆ ಅದೇನು? ಏಕೆ, ಎತ್ತ? ಊಹು, ಗೊತ್ತಿಲ್ಲ, ನಮಗೆ ಬ್ರಹ್ಮಾಂಡದ ಅರಿವಿಗೆ ಬರುವ ಶೇ.5ರಷ್ಟರಲ್ಲಿಯೂ ಗೊತ್ತಿರುವುದು ಅಷ್ಟಕ್ಕಷ್ಟೇ. <box>1085 630 1417 966</box>
paragraph: ನಾವು ಹೆಚ್ಚು ಕಡಿಮೆ ಬದುಕಿನ ಒಂದು ಮೂರಾಂಶ ನಿದ್ರೆಯಲ್ಲಿ ಕಳೆಯುತ್ತೇವೆ. ಕೆಲವರ ನಿದ್ರೆ, ಎಂದರೆ ಹೇಗೆ? ಮೂಗು ಕತ್ತರಿಸಿಕೊಂಡು ಹೋದರೂ ತಿಳಿಯದು. ನಾಗರಿಕತೆಗಿಂತ ಮೊದಲು ಈ ರೀತಿ ಕಾಡಿನಲ್ಲಿ ಅಥವಾ ಕಾಡುಪ್ರಾಣಿಗಳಿರುವಲ್ಲಿ ಮಲಗಿದರೆ ಏನಾಗಬಹುದು ಎಂಬ ಕಲ್ಪನೆಯ ಜತೆ ಯೋಚಿಸಿದರೆ ಈ ರೀತಿ ಸತ್ತಂತೆ, ದಾಟಿರದಂತೆ ದಿನದ ಶೇ.30 ಬಿದ್ದು ನಿದ್ರಿಸುವುದು ವಿಕಾಸವಾದಕ್ಕೂ ಅಪವಾದ. ಹಾಗೆ ನೋಡಿದರೆ ನಿದ್ರಿಸುವ ರೀತಿ ಜೀವಪರವಲ್ಲ, ಹುಲಿ ಸಿಂಹಗಳಿರುವ ಕಾಡಿನಲ್ಲಿ, ರಾತ್ರಿಯ ಕತ್ತಲಲ್ಲಿ ನಿದ್ರಾಸ್ಥಿತಿಯಷ್ಟು ದುರ್ಬಲ ಸ್ಥಿತಿ ಇನ್ನೊಂದಿಲ್ಲ, ಆದರೂ ನಿದ್ರೆಯನ್ನು ವಿಕಸನ ಕೈಬಿಡಲಿಲ್ಲ. ಚಿಂಪಾಂಜಿ, ಮಂಗಗಳಿಗೂ 8-9 ತಾಸಿನ ನಿದ್ರೆ ಬೇಕೇಬೇಕು. ನಿದ್ರಿಸಿದಾಗ ಇಡೀ ದೇಹರಚನೆ ಹೇಗೆ ಪುನರುಜ್ಜೀವನಗೊಳ್ಳುತ್ತದೆ ಎಂಬುದು ಇಂದಿನ ವಿಜ್ಞಾನಕ್ಕೆ ಗೊತ್ತು. ನಿದ್ರೆಯ ಸ್ಥಿತಿಗಳು, ಹಂತಗಳು, ಯಾವ ಹಂತದಲ್ಲಿ ಎಷ್ಟು ಎದೆಬಡಿತ, ರಕ್ತ ಸಂಚಲನ, ಮಾಂಸಖಂಡದ ರಿಪೇರಿ ಇತ್ಯಾದಿ ತಿಳಿದಿದೆ. ಆದರೆ ಆ ಕೆಲಸಕ್ಕೆ ಅಷ್ಟು ರಿಸ್ಕ್ ತೆಗೆದುಕೊಂಡು ದೇಹವೆಂಬ ಕಾರ್ಖಾನೆಯನ್ನೇ ಬಂದ್ ಮಾಡಿಕೊಳ್ಳುವುದು ಏಕೆ? 75 ವರ್ಷ ಬದುಕಿದರೆ ಅದರಲ್ಲಿ <box>382 1152 704 1443</box>
